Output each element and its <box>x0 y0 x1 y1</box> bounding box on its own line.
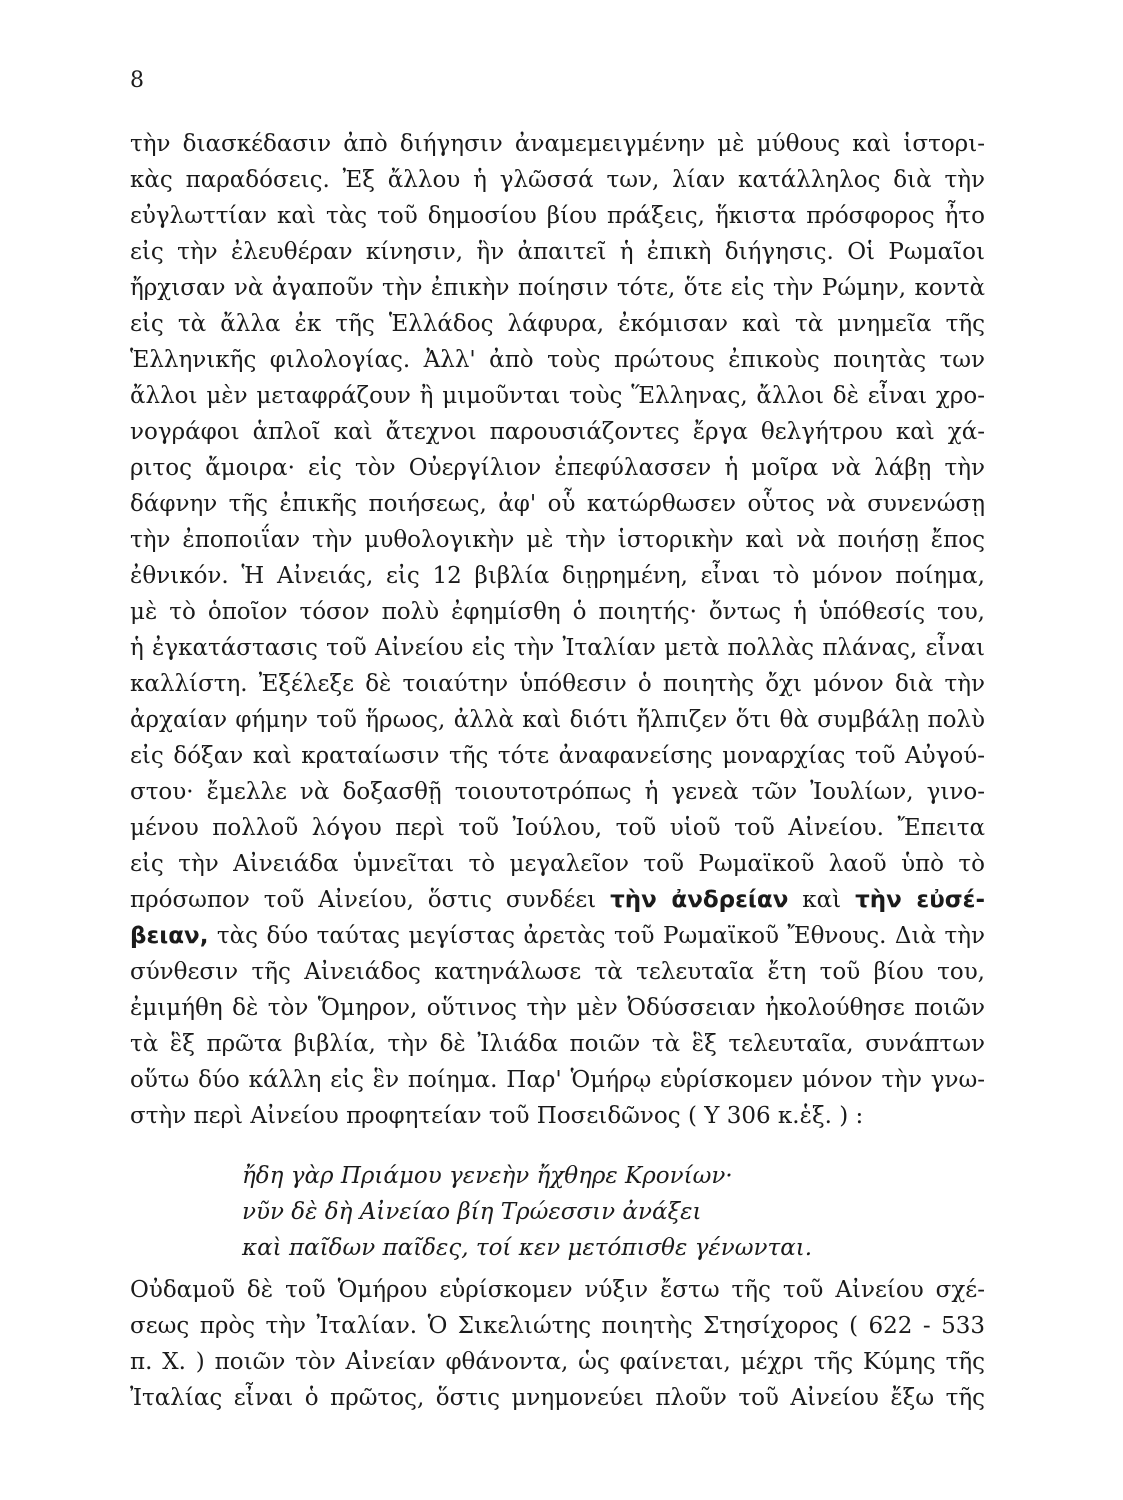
text-line: Οὐδαμοῦ δὲ τοῦ Ὁμήρου εὑρίσκομεν νύξιν ἔστω τῆς τοῦ Αἰνείου σχέ- <box>130 1277 985 1303</box>
verse-line: ἤδη γὰρ Πριάμου γενεὴν ἤχθηρε Κρονίων· <box>242 1163 733 1189</box>
text-line: καλλίστη. Ἐξέλεξε δὲ τοιαύτην ὑπόθεσιν ὁ ποιητὴς ὄχι μόνον διὰ τὴν <box>130 671 985 697</box>
verse-line: καὶ παῖδων παῖδες, τοί κεν μετόπισθε γένωνται. <box>242 1235 813 1261</box>
text-line: ἐθνικόν. Ἡ Αἰνειάς, εἰς 12 βιβλία διῃρημένη, εἶναι τὸ μόνον ποίημα, <box>130 563 985 589</box>
verse-line: νῦν δὲ δὴ Αἰνείαο βίη Τρώεσσιν ἀνάξει <box>242 1199 702 1225</box>
text-segment: καὶ <box>802 887 842 913</box>
text-line <box>130 918 985 954</box>
text-line: σεως πρὸς τὴν Ἰταλίαν. Ὁ Σικελιώτης ποιητὴς Στησίχορος ( 622 - 533 <box>130 1313 985 1339</box>
text-line: ἡ ἐγκατάστασις τοῦ Αἰνείου εἰς τὴν Ἰταλίαν μετὰ πολλὰς πλάνας, εἶναι <box>130 635 985 661</box>
text-line: δάφνην τῆς ἐπικῆς ποιήσεως, ἀφ' οὗ κατώρθωσεν οὗτος νὰ συνενώσῃ <box>130 491 985 517</box>
text-line: Ἑλληνικῆς φιλολογίας. Ἀλλ' ἀπὸ τοὺς πρώτους ἐπικοὺς ποιητὰς των <box>130 347 985 373</box>
text-line: μένου πολλοῦ λόγου περὶ τοῦ Ἰούλου, τοῦ υἱοῦ τοῦ Αἰνείου. Ἔπειτα <box>130 815 985 841</box>
emphasis-andreia: τὴν ἀνδρείαν <box>610 887 789 913</box>
text-line: ριτος ἄμοιρα· εἰς τὸν Οὐεργίλιον ἐπεφύλασσεν ἡ μοῖρα νὰ λάβῃ τὴν <box>130 455 985 481</box>
text-line: εὐγλωττίαν καὶ τὰς τοῦ δημοσίου βίου πράξεις, ἥκιστα πρόσφορος ἦτο <box>130 203 985 229</box>
text-line: ἤρχισαν νὰ ἀγαποῦν τὴν ἐπικὴν ποίησιν τότε, ὅτε εἰς τὴν Ρώμην, κοντὰ <box>130 275 985 301</box>
text-line: εἰς δόξαν καὶ κραταίωσιν τῆς τότε ἀναφανείσης μοναρχίας τοῦ Αὐγού- <box>130 743 985 769</box>
text-line: τὴν ἐποποιΐαν τὴν μυθολογικὴν μὲ τὴν ἱστορικὴν καὶ νὰ ποιήσῃ ἔπος <box>130 527 985 553</box>
text-line: ἄλλοι μὲν μεταφράζουν ἢ μιμοῦνται τοὺς Ἕλληνας, ἄλλοι δὲ εἶναι χρο- <box>130 383 985 409</box>
text-line: ἀρχαίαν φήμην τοῦ ἥρωος, ἀλλὰ καὶ διότι ἤλπιζεν ὅτι θὰ συμβάλῃ πολὺ <box>130 707 985 733</box>
text-segment: τὰς δύο ταύτας μεγίστας ἀρετὰς τοῦ Ρωμαϊκοῦ Ἔθνους. Διὰ τὴν <box>216 923 986 949</box>
text-line: κὰς παραδόσεις. Ἐξ ἄλλου ἡ γλῶσσά των, λίαν κατάλληλος διὰ τὴν <box>130 167 985 193</box>
text-line: οὕτω δύο κάλλη εἰς ἓν ποίημα. Παρ' Ὁμήρῳ εὑρίσκομεν μόνον τὴν γνω- <box>130 1067 985 1093</box>
text-line: ἐμιμήθη δὲ τὸν Ὅμηρον, οὕτινος τὴν μὲν Ὀδύσσειαν ἠκολούθησε ποιῶν <box>130 995 985 1021</box>
text-line: εἰς τὴν ἐλευθέραν κίνησιν, ἣν ἀπαιτεῖ ἡ ἐπικὴ διήγησις. Οἱ Ρωμαῖοι <box>130 239 985 265</box>
emphasis-eusebeia-end: βειαν, <box>130 923 209 949</box>
text-line: τὴν διασκέδασιν ἀπὸ διήγησιν ἀναμεμειγμένην μὲ μύθους καὶ ἱστορι- <box>130 131 985 157</box>
text-line: στου· ἔμελλε νὰ δοξασθῇ τοιουτοτρόπως ἡ γενεὰ τῶν Ἰουλίων, γινο- <box>130 779 985 805</box>
text-line <box>130 882 985 918</box>
text-line: στὴν περὶ Αἰνείου προφητείαν τοῦ Ποσειδῶνος ( Υ 306 κ.ἑξ. ) : <box>130 1103 864 1129</box>
emphasis-eusebeia: τὴν εὐσέ- <box>855 887 985 913</box>
text-line: σύνθεσιν τῆς Αἰνειάδος κατηνάλωσε τὰ τελευταῖα ἔτη τοῦ βίου του, <box>130 959 985 985</box>
page-number: 8 <box>130 68 144 93</box>
text-line: μὲ τὸ ὁποῖον τόσον πολὺ ἐφημίσθη ὁ ποιητής· ὄντως ἡ ὑπόθεσίς του, <box>130 599 985 625</box>
text-line: εἰς τὴν Αἰνειάδα ὑμνεῖται τὸ μεγαλεῖον τοῦ Ρωμαϊκοῦ λαοῦ ὑπὸ τὸ <box>130 851 985 877</box>
text-segment: πρόσωπον τοῦ Αἰνείου, ὅστις συνδέει <box>130 887 597 913</box>
text-line: εἰς τὰ ἄλλα ἐκ τῆς Ἑλλάδος λάφυρα, ἐκόμισαν καὶ τὰ μνημεῖα τῆς <box>130 311 985 337</box>
text-line: τὰ ἓξ πρῶτα βιβλία, τὴν δὲ Ἰλιάδα ποιῶν τὰ ἓξ τελευταῖα, συνάπτων <box>130 1031 985 1057</box>
text-line: Ἰταλίας εἶναι ὁ πρῶτος, ὅστις μνημονεύει πλοῦν τοῦ Αἰνείου ἔξω τῆς <box>130 1385 985 1411</box>
text-line: νογράφοι ἁπλοῖ καὶ ἄτεχνοι παρουσιάζοντες ἔργα θελγήτρου καὶ χά- <box>130 419 985 445</box>
text-line: π. Χ. ) ποιῶν τὸν Αἰνείαν φθάνοντα, ὡς φαίνεται, μέχρι τῆς Κύμης τῆς <box>130 1349 985 1375</box>
